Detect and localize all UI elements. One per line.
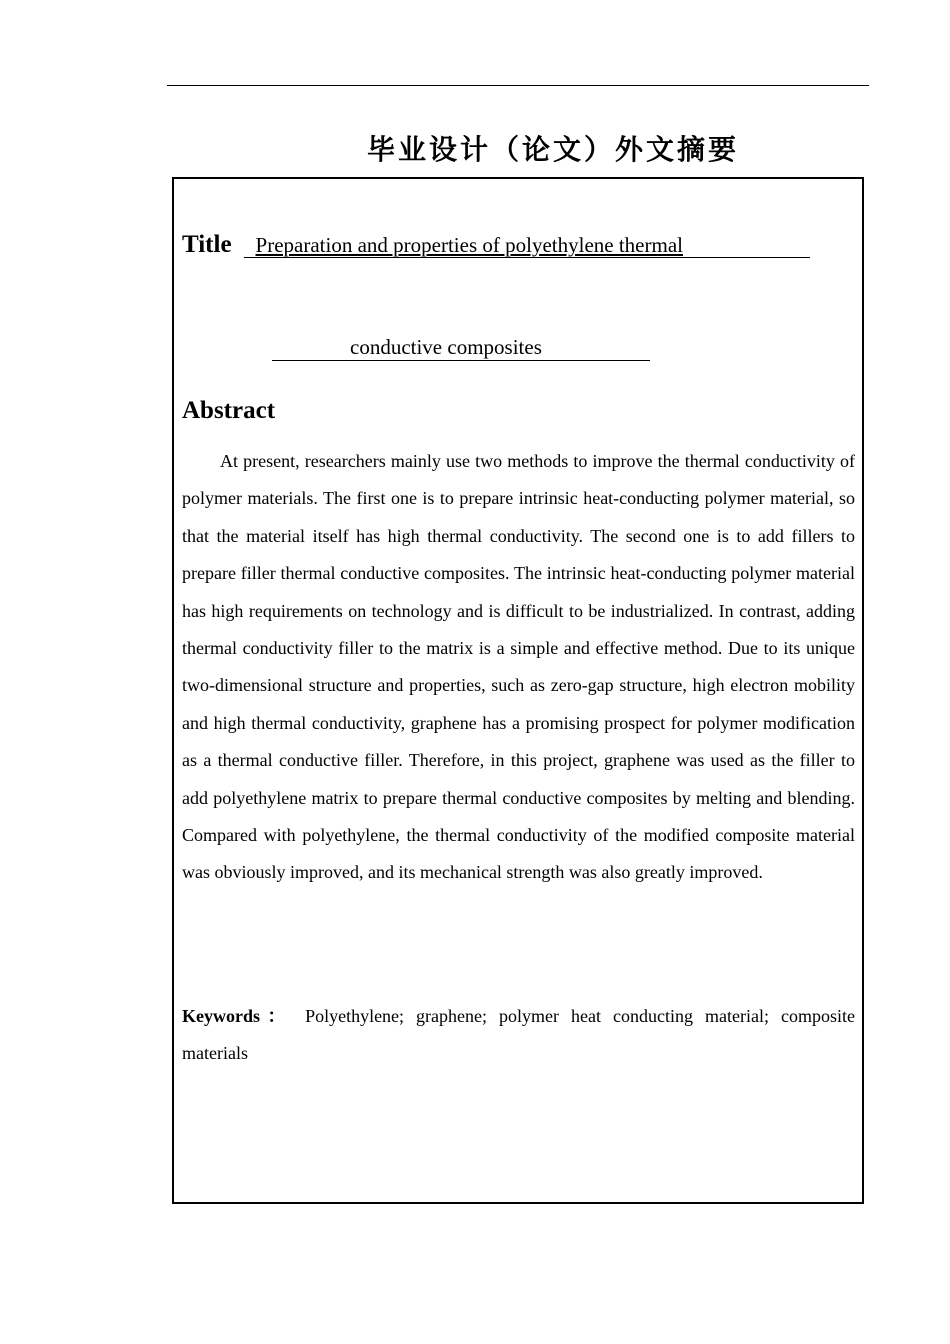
keywords-paragraph (182, 998, 855, 1073)
header-rule (167, 85, 869, 86)
title-label: Title (182, 231, 232, 258)
title-row (182, 231, 810, 259)
abstract-frame (172, 177, 864, 1204)
keywords-label: Keywords： (182, 1006, 294, 1026)
page-heading: 毕业设计（论文）外文摘要 (366, 133, 739, 166)
abstract-heading: Abstract (182, 397, 276, 424)
abstract-body: At present, researchers mainly use two methods to improve the thermal conductivity of polymer materials. The first one is to prepare intrinsic heat-conducting polymer material, so that the material itself has high thermal conductivity. The second one is to add fillers to prepare filler thermal conductive composites. The intrinsic heat-conducting polymer material has high requirements on technology and is difficult to be industrialized. In contrast, adding thermal conductivity filler to the matrix is a simple and effective method. Due to its unique two-dimensional structure and properties, such as zero-gap structure, high electron mobility and high thermal conductivity, graphene has a promising prospect for polymer modification as a thermal conductive filler. Therefore, in this project, graphene was used as the filler to add polyethylene matrix to prepare thermal conductive composites by melting and blending. Compared with polyethylene, the thermal conductivity of the modified composite material was obviously improved, and its mechanical strength was also greatly improved. (182, 451, 855, 883)
title-line-1 (244, 233, 810, 258)
keywords-text: Polyethylene; graphene; polymer heat conducting material; composite materials (182, 1006, 856, 1064)
title-line-2: conductive composites (272, 334, 650, 361)
title-line-1-text: Preparation and properties of polyethylene thermal (255, 233, 683, 257)
